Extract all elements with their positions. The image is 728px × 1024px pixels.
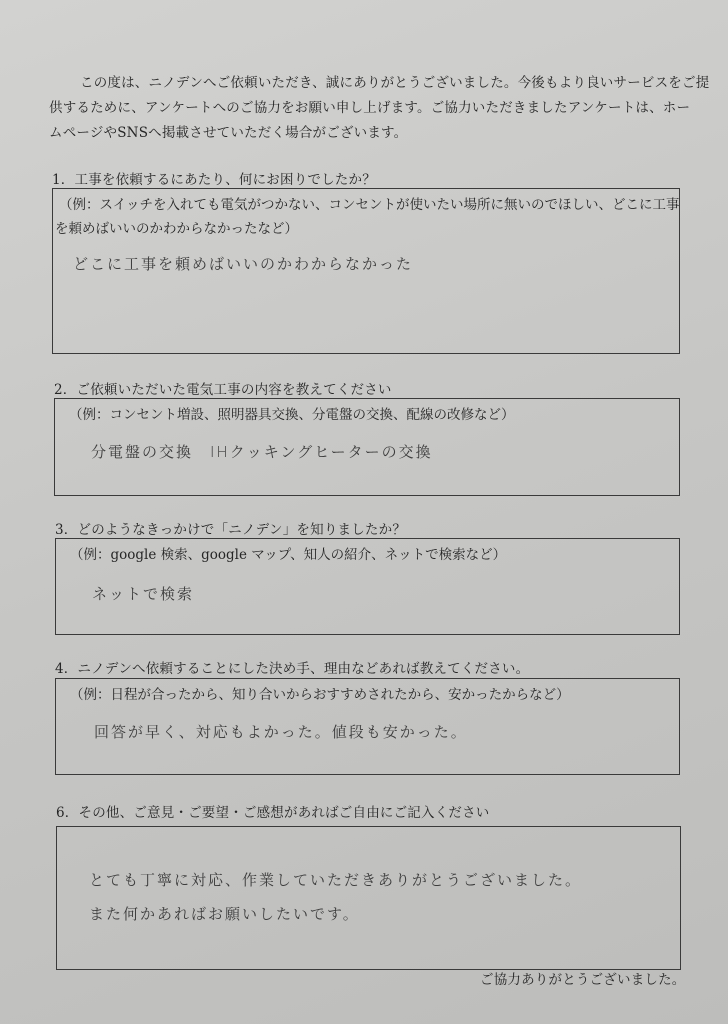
question-4-example: （例：日程が合ったから、知り合いからおすすめされたから、安かったからなど） — [70, 687, 570, 703]
question-2-example: （例：コンセント増設、照明器具交換、分電盤の交換、配線の改修など） — [69, 407, 515, 423]
question-1-answer: どこに工事を頼めばいいのかわからなかった — [73, 255, 414, 273]
question-3-label: 3．どのようなきっかけで「ニノデン」を知りましたか？ — [55, 522, 407, 538]
intro-line-3: ムページやSNSへ掲載させていただく場合がございます。 — [49, 125, 408, 141]
question-6-label: 6．その他、ご意見・ご要望・ご感想があればご自由にご記入ください — [56, 805, 490, 821]
intro-line-1: この度は、ニノデンへご依頼いただき、誠にありがとうございました。今後もより良いサービスをご提 — [80, 75, 710, 91]
question-1-box — [52, 188, 680, 354]
footer-thanks: ご協力ありがとうございました。 — [480, 972, 686, 988]
question-4-answer: 回答が早く、対応もよかった。値段も安かった。 — [94, 723, 468, 741]
question-3-box — [55, 538, 680, 635]
question-6-answer-line-1: とても丁寧に対応、作業していただきありがとうございました。 — [89, 871, 583, 889]
question-6-box — [56, 826, 681, 970]
question-3-answer: ネットで検索 — [92, 585, 195, 603]
question-4-box — [55, 678, 680, 775]
question-2-label: 2．ご依頼いただいた電気工事の内容を教えてください — [54, 382, 392, 398]
question-1-label: 1．工事を依頼するにあたり、何にお困りでしたか？ — [52, 172, 376, 188]
question-3-example: （例：google 検索、google マップ、知人の紹介、ネットで検索など） — [70, 547, 507, 563]
question-1-example-line-2: を頼めばいいのかわからなかったなど） — [55, 221, 298, 237]
question-4-label: 4．ニノデンへ依頼することにした決め手、理由などあれば教えてください。 — [55, 661, 530, 677]
question-2-box — [54, 398, 680, 496]
question-2-answer: 分電盤の交換 IHクッキングヒーターの交換 — [91, 443, 433, 461]
question-6-answer-line-2: また何かあればお願いしたいです。 — [89, 905, 360, 923]
question-1-example-line-1: （例：スイッチを入れても電気がつかない、コンセントが使いたい場所に無いのでほしい、どこに工事 — [59, 197, 680, 213]
intro-line-2: 供するために、アンケートへのご協力をお願い申し上げます。ご協力いただきましたアンケートは、ホー — [49, 100, 691, 116]
